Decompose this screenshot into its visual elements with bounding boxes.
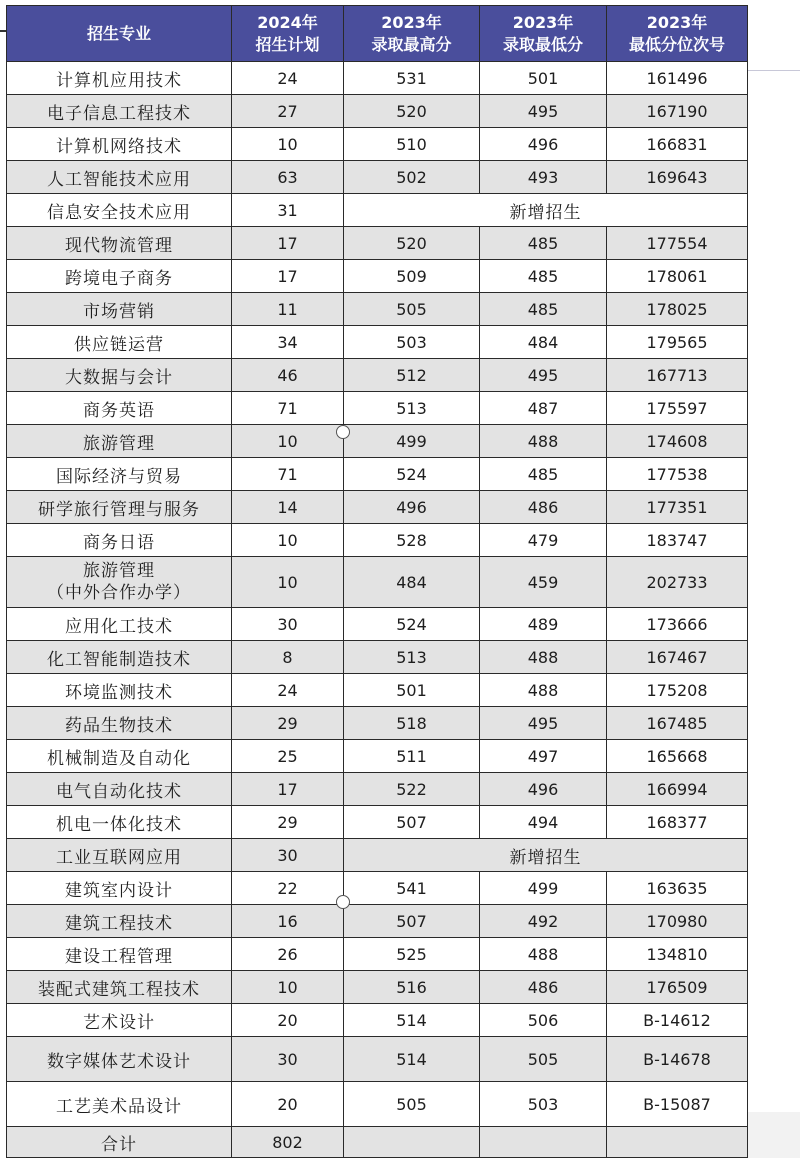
max-score-cell: 514 <box>344 1004 480 1037</box>
min-score-cell: 493 <box>480 161 607 194</box>
max-score-cell: 514 <box>344 1037 480 1082</box>
min-rank-cell: 179565 <box>607 326 748 359</box>
total-plan: 802 <box>232 1127 344 1158</box>
min-rank-cell: 163635 <box>607 872 748 905</box>
min-rank-cell: 169643 <box>607 161 748 194</box>
min-rank-cell: 174608 <box>607 425 748 458</box>
min-score-cell: 488 <box>480 641 607 674</box>
min-rank-cell: 165668 <box>607 740 748 773</box>
major-name-cell: 机械制造及自动化 <box>7 740 232 773</box>
min-score-cell: 496 <box>480 128 607 161</box>
major-name-cell: 商务日语 <box>7 524 232 557</box>
table-row <box>7 773 748 806</box>
max-score-cell: 509 <box>344 260 480 293</box>
table-row <box>7 458 748 491</box>
major-name-cell: 大数据与会计 <box>7 359 232 392</box>
table-row <box>7 392 748 425</box>
table-row <box>7 260 748 293</box>
table-row <box>7 707 748 740</box>
admission-table-container <box>6 5 747 1158</box>
min-score-cell: 506 <box>480 1004 607 1037</box>
total-empty-cell <box>607 1127 748 1158</box>
plan-cell: 30 <box>232 1037 344 1082</box>
min-score-cell: 486 <box>480 491 607 524</box>
min-score-cell: 485 <box>480 458 607 491</box>
plan-cell: 25 <box>232 740 344 773</box>
min-score-cell: 505 <box>480 1037 607 1082</box>
table-row <box>7 524 748 557</box>
plan-cell: 63 <box>232 161 344 194</box>
min-score-cell: 503 <box>480 1082 607 1127</box>
plan-cell: 17 <box>232 227 344 260</box>
major-name-cell: 工业互联网应用 <box>7 839 232 872</box>
min-score-cell: 479 <box>480 524 607 557</box>
header-min-rank-2023: 2023年 最低分位次号 <box>607 6 748 62</box>
min-rank-cell: 178061 <box>607 260 748 293</box>
min-score-cell: 484 <box>480 326 607 359</box>
table-row <box>7 128 748 161</box>
max-score-cell: 520 <box>344 227 480 260</box>
plan-cell: 10 <box>232 425 344 458</box>
table-row <box>7 905 748 938</box>
max-score-cell: 499 <box>344 425 480 458</box>
max-score-cell: 522 <box>344 773 480 806</box>
min-score-cell: 495 <box>480 359 607 392</box>
min-rank-cell: 166831 <box>607 128 748 161</box>
major-name-cell: 建设工程管理 <box>7 938 232 971</box>
divider-marker <box>336 895 350 909</box>
plan-cell: 17 <box>232 260 344 293</box>
max-score-cell: 501 <box>344 674 480 707</box>
max-score-cell: 503 <box>344 326 480 359</box>
min-rank-cell: 202733 <box>607 557 748 608</box>
major-name-cell: 计算机应用技术 <box>7 62 232 95</box>
total-label: 合计 <box>7 1127 232 1158</box>
min-rank-cell: 178025 <box>607 293 748 326</box>
plan-cell: 14 <box>232 491 344 524</box>
plan-cell: 10 <box>232 524 344 557</box>
min-rank-cell: 175597 <box>607 392 748 425</box>
min-rank-cell: 170980 <box>607 905 748 938</box>
min-score-cell: 485 <box>480 293 607 326</box>
table-row <box>7 95 748 128</box>
max-score-cell: 507 <box>344 806 480 839</box>
min-rank-cell: 175208 <box>607 674 748 707</box>
plan-cell: 30 <box>232 608 344 641</box>
total-empty-cell <box>344 1127 480 1158</box>
major-name-cell: 机电一体化技术 <box>7 806 232 839</box>
min-rank-cell: B-15087 <box>607 1082 748 1127</box>
major-name-cell: 旅游管理 <box>7 425 232 458</box>
table-row <box>7 938 748 971</box>
min-score-cell: 485 <box>480 260 607 293</box>
table-row <box>7 1082 748 1127</box>
new-enrollment-note: 新增招生 <box>344 194 748 227</box>
header-max-score-2023: 2023年 录取最高分 <box>344 6 480 62</box>
plan-cell: 29 <box>232 707 344 740</box>
max-score-cell: 524 <box>344 458 480 491</box>
admission-table <box>6 5 748 1158</box>
plan-cell: 10 <box>232 971 344 1004</box>
min-score-cell: 459 <box>480 557 607 608</box>
plan-cell: 30 <box>232 839 344 872</box>
plan-cell: 20 <box>232 1004 344 1037</box>
min-rank-cell: 177538 <box>607 458 748 491</box>
table-row <box>7 194 748 227</box>
major-name-cell: 应用化工技术 <box>7 608 232 641</box>
major-name-line1: 旅游管理 <box>83 561 155 581</box>
table-row <box>7 971 748 1004</box>
major-name-cell: 信息安全技术应用 <box>7 194 232 227</box>
min-score-cell: 501 <box>480 62 607 95</box>
min-rank-cell: 167485 <box>607 707 748 740</box>
min-score-cell: 487 <box>480 392 607 425</box>
min-rank-cell: 177554 <box>607 227 748 260</box>
min-rank-cell: B-14612 <box>607 1004 748 1037</box>
major-name-cell: 研学旅行管理与服务 <box>7 491 232 524</box>
min-rank-cell: 166994 <box>607 773 748 806</box>
table-row <box>7 62 748 95</box>
table-body <box>7 62 748 1158</box>
major-name-cell: 工艺美术品设计 <box>7 1082 232 1127</box>
max-score-cell: 511 <box>344 740 480 773</box>
table-row <box>7 359 748 392</box>
plan-cell: 8 <box>232 641 344 674</box>
min-rank-cell: B-14678 <box>607 1037 748 1082</box>
min-score-cell: 485 <box>480 227 607 260</box>
table-row <box>7 227 748 260</box>
background-divider <box>747 70 800 71</box>
min-score-cell: 495 <box>480 95 607 128</box>
background-strip <box>747 1112 800 1158</box>
major-name-cell: 供应链运营 <box>7 326 232 359</box>
total-empty-cell <box>480 1127 607 1158</box>
table-row <box>7 326 748 359</box>
major-name-cell: 现代物流管理 <box>7 227 232 260</box>
major-name-cell: 市场营销 <box>7 293 232 326</box>
major-name-cell <box>7 557 232 608</box>
plan-cell: 71 <box>232 458 344 491</box>
divider-marker <box>336 425 350 439</box>
min-score-cell: 488 <box>480 425 607 458</box>
max-score-cell: 518 <box>344 707 480 740</box>
max-score-cell: 531 <box>344 62 480 95</box>
plan-cell: 10 <box>232 557 344 608</box>
major-name-cell: 跨境电子商务 <box>7 260 232 293</box>
max-score-cell: 520 <box>344 95 480 128</box>
min-rank-cell: 134810 <box>607 938 748 971</box>
plan-cell: 20 <box>232 1082 344 1127</box>
max-score-cell: 516 <box>344 971 480 1004</box>
major-name-cell: 化工智能制造技术 <box>7 641 232 674</box>
max-score-cell: 541 <box>344 872 480 905</box>
plan-cell: 16 <box>232 905 344 938</box>
min-rank-cell: 177351 <box>607 491 748 524</box>
max-score-cell: 505 <box>344 1082 480 1127</box>
plan-cell: 22 <box>232 872 344 905</box>
major-name-cell: 环境监测技术 <box>7 674 232 707</box>
table-row <box>7 425 748 458</box>
max-score-cell: 528 <box>344 524 480 557</box>
min-rank-cell: 167713 <box>607 359 748 392</box>
table-row <box>7 872 748 905</box>
plan-cell: 31 <box>232 194 344 227</box>
table-row <box>7 1037 748 1082</box>
min-rank-cell: 168377 <box>607 806 748 839</box>
plan-cell: 71 <box>232 392 344 425</box>
major-name-cell: 药品生物技术 <box>7 707 232 740</box>
min-rank-cell: 173666 <box>607 608 748 641</box>
major-name-line2: （中外合作办学） <box>47 583 191 603</box>
table-row <box>7 293 748 326</box>
min-score-cell: 494 <box>480 806 607 839</box>
table-row <box>7 641 748 674</box>
min-rank-cell: 167190 <box>607 95 748 128</box>
max-score-cell: 524 <box>344 608 480 641</box>
major-name-cell: 国际经济与贸易 <box>7 458 232 491</box>
max-score-cell: 502 <box>344 161 480 194</box>
plan-cell: 46 <box>232 359 344 392</box>
major-name-cell: 数字媒体艺术设计 <box>7 1037 232 1082</box>
max-score-cell: 525 <box>344 938 480 971</box>
major-name-cell: 电气自动化技术 <box>7 773 232 806</box>
total-row <box>7 1127 748 1158</box>
major-name-cell: 电子信息工程技术 <box>7 95 232 128</box>
max-score-cell: 505 <box>344 293 480 326</box>
header-min-score-2023: 2023年 录取最低分 <box>480 6 607 62</box>
min-score-cell: 496 <box>480 773 607 806</box>
plan-cell: 34 <box>232 326 344 359</box>
table-row <box>7 161 748 194</box>
plan-cell: 27 <box>232 95 344 128</box>
major-name-cell: 装配式建筑工程技术 <box>7 971 232 1004</box>
table-row <box>7 806 748 839</box>
plan-cell: 11 <box>232 293 344 326</box>
major-name-cell: 计算机网络技术 <box>7 128 232 161</box>
min-score-cell: 495 <box>480 707 607 740</box>
min-rank-cell: 167467 <box>607 641 748 674</box>
table-header-row <box>7 6 748 62</box>
min-score-cell: 488 <box>480 674 607 707</box>
max-score-cell: 513 <box>344 392 480 425</box>
max-score-cell: 496 <box>344 491 480 524</box>
max-score-cell: 512 <box>344 359 480 392</box>
max-score-cell: 513 <box>344 641 480 674</box>
plan-cell: 10 <box>232 128 344 161</box>
min-score-cell: 489 <box>480 608 607 641</box>
table-row <box>7 839 748 872</box>
min-rank-cell: 161496 <box>607 62 748 95</box>
table-row <box>7 608 748 641</box>
max-score-cell: 507 <box>344 905 480 938</box>
table-row <box>7 674 748 707</box>
major-name-cell: 人工智能技术应用 <box>7 161 232 194</box>
plan-cell: 24 <box>232 62 344 95</box>
min-rank-cell: 183747 <box>607 524 748 557</box>
max-score-cell: 484 <box>344 557 480 608</box>
min-score-cell: 497 <box>480 740 607 773</box>
plan-cell: 24 <box>232 674 344 707</box>
min-score-cell: 492 <box>480 905 607 938</box>
plan-cell: 26 <box>232 938 344 971</box>
header-plan-2024: 2024年 招生计划 <box>232 6 344 62</box>
header-major: 招生专业 <box>7 6 232 62</box>
new-enrollment-note: 新增招生 <box>344 839 748 872</box>
major-name-cell: 商务英语 <box>7 392 232 425</box>
table-row <box>7 1004 748 1037</box>
table-row <box>7 491 748 524</box>
max-score-cell: 510 <box>344 128 480 161</box>
major-name-cell: 建筑室内设计 <box>7 872 232 905</box>
major-name-cell: 建筑工程技术 <box>7 905 232 938</box>
min-score-cell: 488 <box>480 938 607 971</box>
major-name-cell: 艺术设计 <box>7 1004 232 1037</box>
plan-cell: 17 <box>232 773 344 806</box>
plan-cell: 29 <box>232 806 344 839</box>
min-score-cell: 499 <box>480 872 607 905</box>
table-row <box>7 740 748 773</box>
min-rank-cell: 176509 <box>607 971 748 1004</box>
table-row <box>7 557 748 608</box>
min-score-cell: 486 <box>480 971 607 1004</box>
